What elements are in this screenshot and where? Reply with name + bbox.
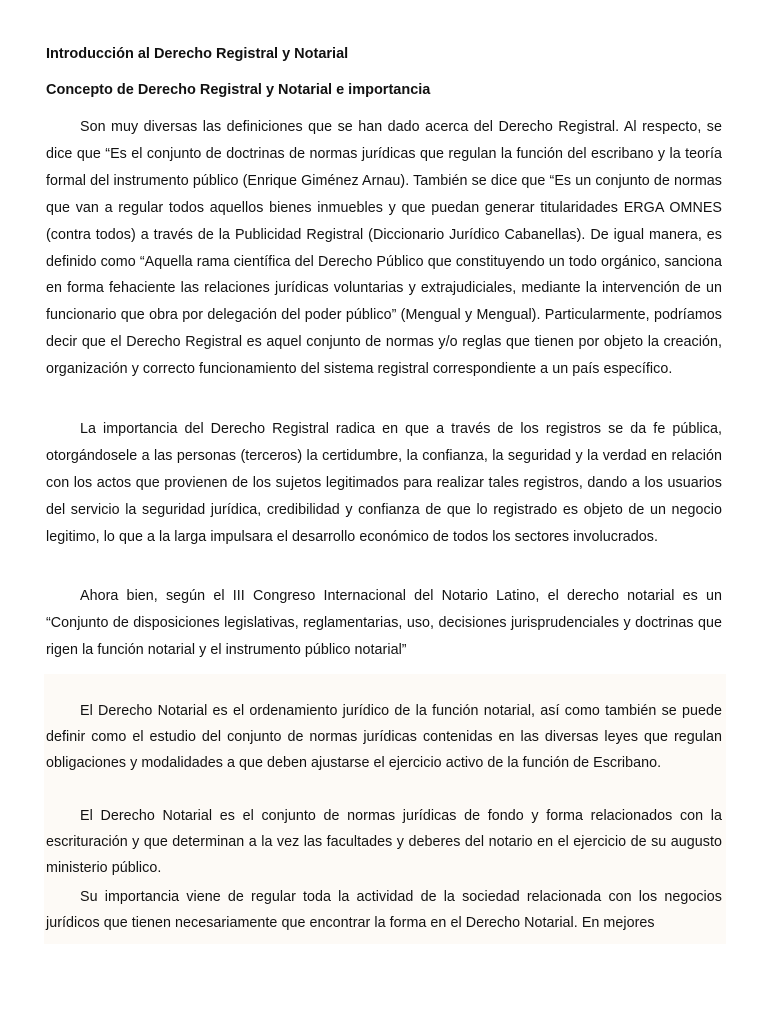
paragraph-notarial-order [46,698,722,776]
paragraph-text: Son muy diversas las definiciones que se han dado acerca del Derecho Registral. Al respecto, se dice que “Es el conjunto de doctrinas de normas jurídicas que regulan la función del escribano y la teoría formal del instrumento público (Enrique Giménez Arnau). También se dice que “Es un conjunto de normas que van a regular todos aquellos bienes inmuebles y que puedan generar titularidades ERGA OMNES (contra todos) a través de la Publicidad Registral (Diccionario Jurídico Cabanellas). De igual manera, es definido como “Aquella rama científica del Derecho Público que constituyendo un todo orgánico, sanciona en forma fehaciente las relaciones jurídicas voluntarias y extrajudiciales, mediante la intervención de un funcionario que obra por delegación del poder público” (Mengual y Mengual). Particularmente, podríamos decir que el Derecho Registral es aquel conjunto de normas y/o reglas que tienen por objeto la creación, organización y correcto funcionamiento del sistema registral correspondiente a un país específico. [46,119,722,378]
document-title: Introducción al Derecho Registral y Notarial [46,46,349,62]
paragraph-importance-registral [46,416,722,551]
paragraph-text: El Derecho Notarial es el ordenamiento jurídico de la función notarial, así como también se puede definir como el estudio del conjunto de normas jurídicas contenidas en las diversas leyes que regulan obligaciones y modalidades a que deben ajustarse el ejercicio activo de la función de Escribano. [46,703,722,771]
paragraph-notarial-definition [46,583,722,664]
paragraph-text: Ahora bien, según el III Congreso Internacional del Notario Latino, el derecho notarial es un “Conjunto de disposiciones legislativas, reglamentarias, uso, decisiones jurisprudenciales y doctrinas que rigen la función notarial y el instrumento público notarial” [46,588,722,658]
paragraph-text: El Derecho Notarial es el conjunto de normas jurídicas de fondo y forma relacionados con la escrituración y que determinan a la vez las facultades y deberes del notario en el ejercicio de su augusto ministerio público. [46,808,722,876]
paragraph-text: La importancia del Derecho Registral radica en que a través de los registros se da fe pública, otorgándosele a las personas (terceros) la certidumbre, la confianza, la seguridad y la verdad en relación con los actos que provienen de los sujetos legitimados para realizar tales registros, dando a los usuarios del servicio la seguridad jurídica, credibilidad y confianza de que lo registrado es objeto de un negocio legitimo, lo que a la larga impulsara el desarrollo económico de todos los sectores involucrados. [46,421,722,545]
paragraph-notarial-importance [46,884,722,936]
paragraph-definitions [46,114,722,383]
paragraph-notarial-norms [46,803,722,881]
paragraph-text: Su importancia viene de regular toda la actividad de la sociedad relacionada con los negocios jurídicos que tienen necesariamente que encontrar la forma en el Derecho Notarial. En mejores [46,889,722,931]
section-heading: Concepto de Derecho Registral y Notarial e importancia [46,82,431,98]
